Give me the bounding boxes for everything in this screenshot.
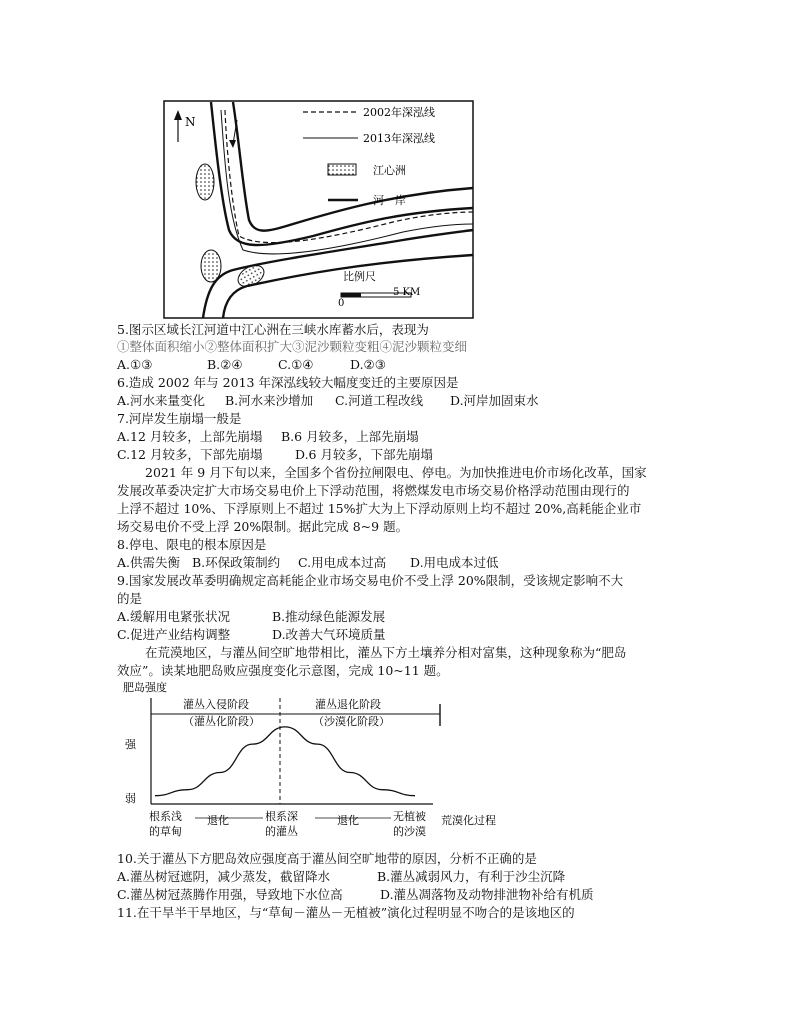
passage2-line-1: 在荒漠地区，与灌丛间空旷地带相比，灌丛下方土壤养分相对富集，这种现象称为“肥岛 <box>145 645 627 660</box>
stage-3-line-1: 无植被 <box>393 810 426 823</box>
svg-text:江心洲: 江心洲 <box>373 164 406 177</box>
q8-option-a: A.供需失衡 <box>117 555 181 570</box>
passage1-line-3: 上浮不超过 10%、下浮原则上不超过 15%扩大为上下浮动原则上均不超过 20%,高耗能企业市 <box>117 501 642 516</box>
svg-text:5 KM: 5 KM <box>393 287 421 298</box>
q8-stem: 8.停电、限电的根本原因是 <box>117 537 267 552</box>
fat-island-curve <box>155 727 415 796</box>
q8-option-c: C.用电成本过高 <box>298 555 387 570</box>
q6-option-b: B.河水来沙增加 <box>225 393 314 408</box>
q7-option-c: C.12 月较多，下部先崩塌 <box>117 447 263 462</box>
q5-option-b: B.②④ <box>207 357 243 372</box>
q8-option-d: D.用电成本过低 <box>410 555 499 570</box>
q7-option-b: B.6 月较多，上部先崩塌 <box>281 429 419 444</box>
q5-statements: ①整体面积缩小②整体面积扩大③泥沙颗粒变粗④泥沙颗粒变细 <box>117 339 468 354</box>
passage1-line-4: 场交易电价不受上浮 20%限制。据此完成 8~9 题。 <box>117 519 409 534</box>
stage-1-line-2: 的草甸 <box>149 825 182 838</box>
q6-stem: 6.造成 2002 年与 2013 年深泓线较大幅度变迁的主要原因是 <box>117 375 459 390</box>
passage2-line-2: 效应”。读某地肥岛败应强度变化示意图，完成 10~11 题。 <box>117 663 449 678</box>
chart-xlabel: 荒漠化过程 <box>441 814 496 827</box>
q6-option-a: A.河水来量变化 <box>117 393 206 408</box>
q10-option-c: C.灌丛树冠蒸腾作用强，导致地下水位高 <box>117 887 343 902</box>
q5-option-d: D.②③ <box>350 357 386 372</box>
svg-text:N: N <box>185 115 196 129</box>
svg-text:2002年深泓线: 2002年深泓线 <box>363 106 435 119</box>
fat-island-chart <box>115 678 535 848</box>
q9-option-c: C.促进产业结构调整 <box>117 627 231 642</box>
svg-text:河 岸: 河 岸 <box>373 194 406 207</box>
q9-stem-line-2: 的是 <box>117 591 143 606</box>
transition-2: 退化 <box>337 814 359 827</box>
q5-option-c: C.①④ <box>278 357 314 372</box>
passage1-line-1: 2021 年 9 月下旬以来，全国多个省份拉闸限电、停电。为加快推进电价市场化改革，国家 <box>145 465 647 480</box>
q7-option-d: D.6 月较多，下部先崩塌 <box>295 447 433 462</box>
q10-option-b: B.灌丛减弱风力，有利于沙尘沉降 <box>377 869 566 884</box>
q11-stem: 11.在干旱半干旱地区，与“草甸－灌丛－无植被”演化过程明显不吻合的是该地区的 <box>117 905 575 920</box>
svg-text:0: 0 <box>338 298 345 309</box>
q7-option-a: A.12 月较多，上部先崩塌 <box>117 429 263 444</box>
stage-3-line-2: 的沙漠 <box>393 825 426 838</box>
phase-2-line-1: 灌丛退化阶段 <box>315 698 381 711</box>
phase-1-line-1: 灌丛入侵阶段 <box>183 698 249 711</box>
island-north <box>196 164 214 200</box>
q5-option-a: A.①③ <box>117 357 153 372</box>
stage-2-line-2: 的灌丛 <box>265 825 298 838</box>
island-west <box>201 250 221 282</box>
phase-1-line-2: （灌丛化阶段） <box>183 715 260 728</box>
chart-ylabel: 肥岛强度 <box>123 681 167 694</box>
q5-stem: 5.图示区域长江河道中江心洲在三峡水库蓄水后，表现为 <box>117 322 429 337</box>
phase-2-line-2: （沙漠化阶段） <box>313 715 390 728</box>
q9-option-d: D.改善大气环境质量 <box>272 627 386 642</box>
q9-option-b: B.推动绿色能源发展 <box>272 609 386 624</box>
q10-stem: 10.关于灌丛下方肥岛效应强度高于灌丛间空旷地带的原因，分析不正确的是 <box>117 851 537 866</box>
q6-option-d: D.河岸加固束水 <box>450 393 539 408</box>
stage-2-line-1: 根系深 <box>265 810 298 823</box>
chart-y-bottom-label: 弱 <box>125 792 136 805</box>
q6-option-c: C.河道工程改线 <box>335 393 424 408</box>
chart-y-top-label: 强 <box>125 738 136 751</box>
svg-text:2013年深泓线: 2013年深泓线 <box>363 132 435 145</box>
passage1-line-2: 发展改革委决定扩大市场交易电价上下浮动范围，将燃煤发电市场交易价格浮动范围由现行的 <box>117 483 630 498</box>
q9-stem-line-1: 9.国家发展改革委明确规定高耗能企业市场交易电价不受上浮 20%限制，受该规定影响不大 <box>117 573 624 588</box>
q9-option-a: A.缓解用电紧张状况 <box>117 609 231 624</box>
q10-option-d: D.灌丛凋落物及动物排泄物补给有机质 <box>380 887 594 902</box>
svg-text:比例尺: 比例尺 <box>343 270 376 283</box>
stage-1-line-1: 根系浅 <box>149 810 182 823</box>
q10-option-a: A.灌丛树冠遮阴，减少蒸发，截留降水 <box>117 869 331 884</box>
q7-stem: 7.河岸发生崩塌一般是 <box>117 411 242 426</box>
transition-1: 退化 <box>207 814 229 827</box>
q8-option-b: B.环保政策制约 <box>192 555 281 570</box>
river-map-figure <box>163 100 475 320</box>
